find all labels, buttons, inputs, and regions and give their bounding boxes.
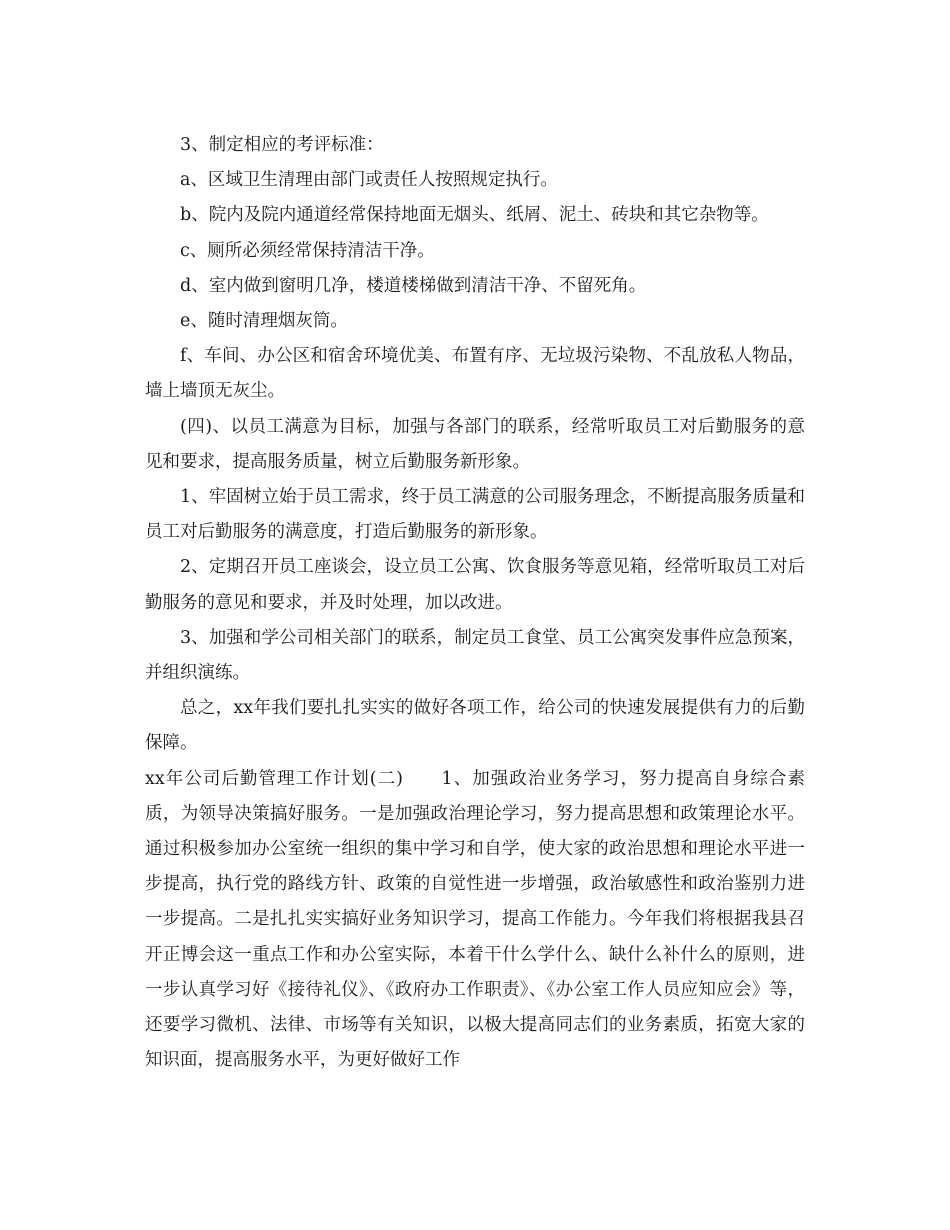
document-body xyxy=(145,128,805,1078)
paragraph-d: d、室内做到窗明几净，楼道楼梯做到清洁干净、不留死角。 xyxy=(180,275,647,296)
plan-two-body: 1、加强政治业务学习，努力提高自身综合素质，为领导决策搞好服务。一是加强政治理论学习，努力提高思想和政策理论水平。通过积极参加办公室统一组织的集中学习和自学，使大家的政治思想和理论水平进一步提高，执行党的路线方针、政策的自觉性进一步增强，政治敏感性和政治鉴别力进一步提高。二是扎扎实实搞好业务知识学习，提高工作能力。今年我们将根据我县召开正博会这一重点工作和办公室实际，本着干什么学什么、缺什么补什么的原则，进一步认真学习好《接待礼仪》、《政府办工作职责》、《办公室工作人员应知应会》等，还要学习微机、法律、市场等有关知识，以极大提高同志们的业务素质，拓宽大家的知识面，提高服务水平，为更好做好工作 xyxy=(145,768,805,1071)
paragraph-item-2: 2、定期召开员工座谈会，设立员工公寓、饮食服务等意见箱，经常听取员工对后勤服务的意见和要求，并及时处理，加以改进。 xyxy=(145,557,805,613)
section-title: xx年公司后勤管理工作计划(二) xyxy=(145,768,404,789)
paragraph-a: a、区域卫生清理由部门或责任人按照规定执行。 xyxy=(180,170,558,191)
paragraph-f: f、车间、办公区和宿舍环境优美、布置有序、无垃圾污染物、不乱放私人物品，墙上墙顶无灰尘。 xyxy=(145,346,805,402)
paragraph-summary: 总之，xx年我们要扎扎实实的做好各项工作，给公司的快速发展提供有力的后勤保障。 xyxy=(145,698,805,754)
paragraph-item-1: 1、牢固树立始于员工需求，终于员工满意的公司服务理念，不断提高服务质量和员工对后勤服务的满意度，打造后勤服务的新形象。 xyxy=(145,487,805,543)
paragraph-b: b、院内及院内通道经常保持地面无烟头、纸屑、泥土、砖块和其它杂物等。 xyxy=(180,205,769,226)
paragraph-e: e、随时清理烟灰筒。 xyxy=(180,311,348,332)
paragraph-plan-two xyxy=(145,762,805,1079)
paragraph-item-3: 3、加强和学公司相关部门的联系，制定员工食堂、员工公寓突发事件应急预案，并组织演练。 xyxy=(145,627,805,684)
paragraph-3-criteria: 3、制定相应的考评标准： xyxy=(180,135,384,155)
paragraph-section-4: (四)、以员工满意为目标，加强与各部门的联系，经常听取员工对后勤服务的意见和要求，提高服务质量，树立后勤服务新形象。 xyxy=(145,416,805,472)
paragraph-c: c、厕所必须经常保持清洁干净。 xyxy=(180,240,435,261)
